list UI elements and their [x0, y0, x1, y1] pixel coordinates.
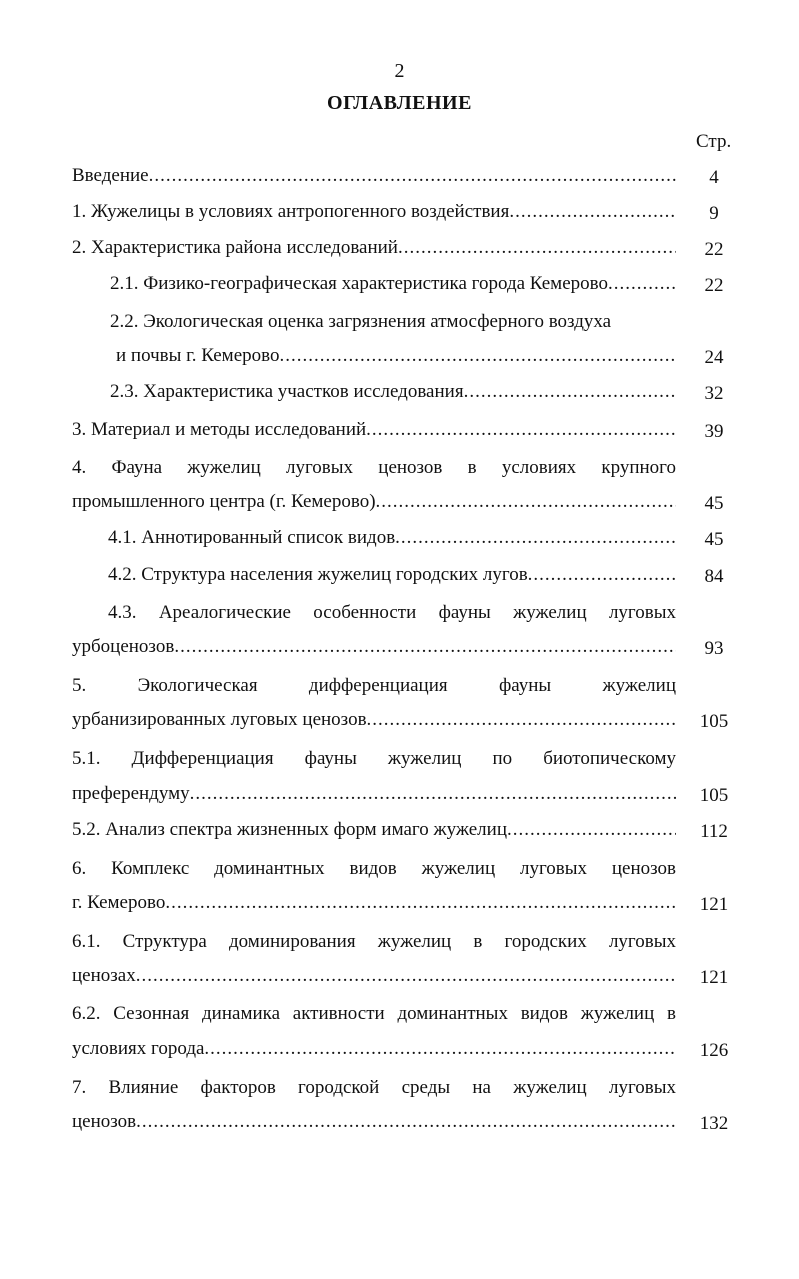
- dot-leader: [136, 965, 676, 987]
- toc-entry-title: 2. Характеристика района исследований: [72, 237, 398, 258]
- toc-entry-page: 121: [699, 967, 729, 988]
- dot-leader: [509, 201, 676, 223]
- toc-entry-title: 4.2. Структура населения жужелиц городских лугов: [108, 564, 528, 585]
- toc-entry-title-line1: 4. Фауна жужелиц луговых ценозов в условиях крупного: [72, 457, 676, 478]
- dot-leader: [174, 636, 676, 658]
- toc-entry-page: 132: [699, 1113, 729, 1134]
- toc-entry: [72, 1111, 676, 1137]
- toc-entry-page: 93: [704, 638, 724, 659]
- toc-entry: [110, 381, 676, 407]
- toc-entry: [72, 165, 676, 191]
- dot-leader: [395, 527, 676, 549]
- toc-entry-title-line1: 2.2. Экологическая оценка загрязнения атмосферного воздуха: [110, 311, 612, 332]
- page-title: ОГЛАВЛЕНИЕ: [327, 92, 472, 114]
- toc-entry-page: 39: [704, 421, 724, 442]
- toc-entry-page: 105: [699, 711, 729, 732]
- toc-entry-title: урбанизированных луговых ценозов: [72, 709, 367, 730]
- toc-entry-page: 24: [704, 347, 724, 368]
- dot-leader: [190, 783, 676, 805]
- toc-entry: [72, 783, 676, 809]
- toc-entry: [72, 709, 676, 735]
- dot-leader: [507, 819, 676, 841]
- page-number: 2: [394, 60, 405, 82]
- dot-leader: [149, 165, 676, 187]
- toc-entry-title: промышленного центра (г. Кемерово): [72, 491, 376, 512]
- toc-entry: [72, 636, 676, 662]
- dot-leader: [464, 381, 676, 403]
- toc-entry-title-line1: 6.1. Структура доминирования жужелиц в городских луговых: [72, 931, 676, 952]
- toc-entry: [72, 965, 676, 991]
- toc-entry-title: 3. Материал и методы исследований: [72, 419, 367, 440]
- page-column-header: Стр.: [696, 131, 732, 152]
- toc-entry: [72, 819, 676, 845]
- toc-entry-page: 126: [699, 1040, 729, 1061]
- toc-entry-page: 22: [704, 239, 724, 260]
- toc-entry-title-line1: 4.3. Ареалогические особенности фауны жужелиц луговых: [108, 602, 676, 623]
- toc-entry-page: 45: [704, 493, 724, 514]
- toc-entry-title: 5.2. Анализ спектра жизненных форм имаго жужелиц: [72, 819, 507, 840]
- toc-entry: [108, 564, 676, 590]
- toc-entry: [72, 1038, 676, 1064]
- dot-leader: [376, 491, 676, 513]
- toc-entry-title: преферендуму: [72, 783, 190, 804]
- toc-entry: [72, 491, 676, 517]
- toc-entry-title: 4.1. Аннотированный список видов: [108, 527, 396, 548]
- toc-entry-page: 112: [700, 821, 728, 842]
- toc-entry-title: и почвы г. Кемерово: [116, 345, 280, 366]
- toc-entry-page: 45: [704, 529, 724, 550]
- toc-entry-title: ценозах: [72, 965, 136, 986]
- toc-entry: [72, 419, 676, 445]
- toc-entry: [108, 527, 676, 553]
- toc-entry-page: 84: [704, 566, 724, 587]
- toc-entry-page: 9: [709, 203, 719, 224]
- toc-entry: [110, 273, 676, 299]
- toc-entry-title-line1: 7. Влияние факторов городской среды на жужелиц луговых: [72, 1077, 676, 1098]
- toc-entry-title: урбоценозов: [72, 636, 175, 657]
- toc-entry-title: 2.1. Физико-географическая характеристика города Кемерово: [110, 273, 608, 294]
- toc-entry-page: 4: [709, 167, 719, 188]
- dot-leader: [279, 345, 676, 367]
- toc-entry-page: 105: [699, 785, 729, 806]
- toc-entry: [72, 237, 676, 263]
- toc-entry-page: 121: [699, 894, 729, 915]
- dot-leader: [398, 237, 676, 259]
- toc-entry-page: 22: [704, 275, 724, 296]
- toc-entry-title: условиях города: [72, 1038, 205, 1059]
- dot-leader: [165, 892, 676, 914]
- toc-entry: [116, 345, 676, 371]
- dot-leader: [528, 564, 676, 586]
- toc-entry: [72, 201, 676, 227]
- toc-entry-page: 32: [704, 383, 724, 404]
- dot-leader: [366, 419, 676, 441]
- toc-entry: [72, 892, 676, 918]
- toc-entry-title-line1: 6. Комплекс доминантных видов жужелиц луговых ценозов: [72, 858, 676, 879]
- toc-entry-title: 2.3. Характеристика участков исследования: [110, 381, 464, 402]
- dot-leader: [204, 1038, 676, 1060]
- dot-leader: [608, 273, 676, 295]
- dot-leader: [367, 709, 676, 731]
- toc-entry-title-line1: 6.2. Сезонная динамика активности доминантных видов жужелиц в: [72, 1003, 676, 1024]
- toc-entry-title: ценозов: [72, 1111, 137, 1132]
- toc-entry-title-line1: 5.1. Дифференциация фауны жужелиц по биотопическому: [72, 748, 676, 769]
- toc-entry-title: 1. Жужелицы в условиях антропогенного воздействия: [72, 201, 510, 222]
- dot-leader: [136, 1111, 676, 1133]
- toc-entry-title-line1: 5. Экологическая дифференциация фауны жужелиц: [72, 675, 676, 696]
- toc-entry-title: Введение: [72, 165, 149, 186]
- toc-entry-title: г. Кемерово: [72, 892, 166, 913]
